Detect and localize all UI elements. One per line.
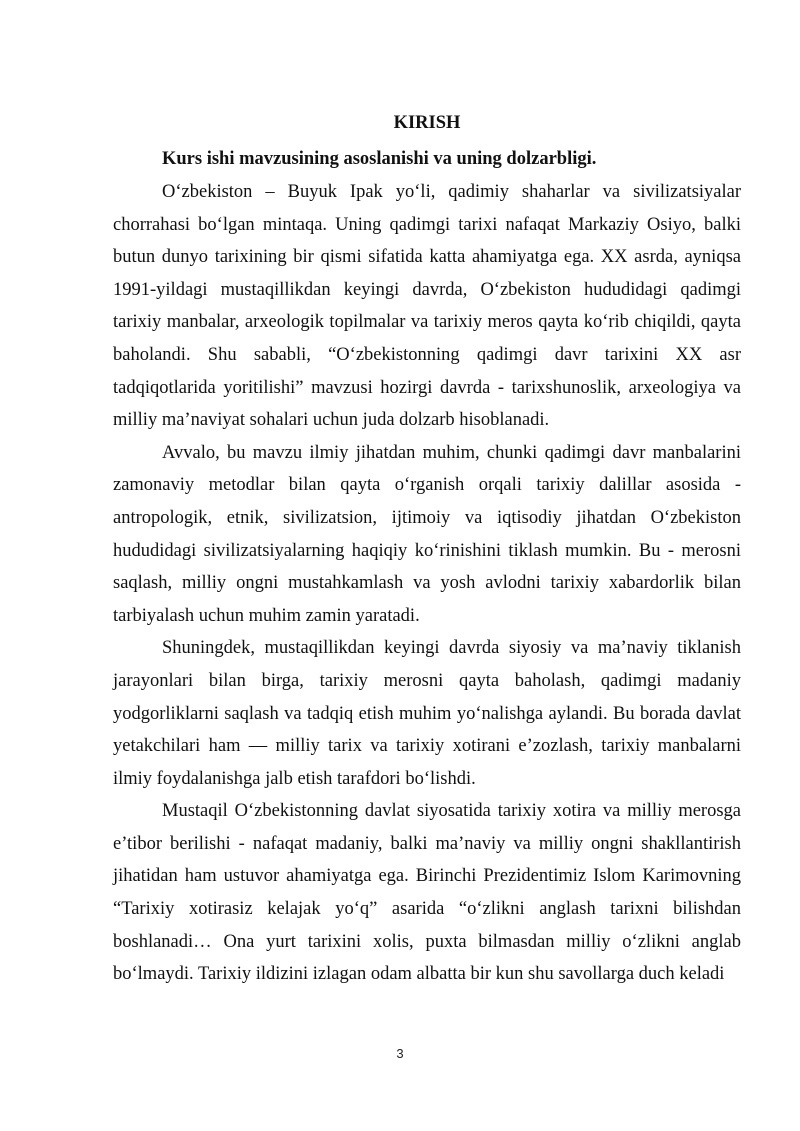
paragraph-3: Shuningdek, mustaqillikdan keyingi davrda siyosiy va ma’naviy tiklanish jarayonlari bilan birga, tarixiy merosni qayta baholash, qadimgi madaniy yodgorliklarni saqlash va tadqiq etish muhim yo‘nalishga aylandi. Bu borada davlat yetakchilari ham — milliy tarix va tarixiy xotirani e’zozlash, tarixiy manbalarni ilmiy foydalanishga jalb etish tarafdori bo‘lishdi.	[113, 638, 741, 789]
paragraph-1: O‘zbekiston – Buyuk Ipak yo‘li, qadimiy shaharlar va sivilizatsiyalar chorrahasi bo‘lgan mintaqa. Uning qadimgi tarixi nafaqat Markaziy Osiyo, balki butun dunyo tarixining bir qismi sifatida katta ahamiyatga ega. XX asrda, ayniqsa 1991-yildagi mustaqillikdan keyingi davrda, O‘zbekiston hududidagi qadimgi tarixiy manbalar, arxeologik topilmalar va tarixiy meros qayta ko‘rib chiqildi, qayta baholandi. Shu sababli, “O‘zbekistonning qadimgi davr tarixini XX asr tadqiqotlarida yoritilishi” mavzusi hozirgi davrda - tarixshunoslik, arxeologiya va milliy ma’naviyat sohalari uchun juda dolzarb hisoblanadi.	[113, 182, 741, 431]
paragraph-2: Avvalo, bu mavzu ilmiy jihatdan muhim, chunki qadimgi davr manbalarini zamonaviy metodlar bilan qayta o‘rganish orqali tarixiy dalillar asosida - antropologik, etnik, sivilizatsion, ijtimoiy va iqtisodiy jihatdan O‘zbekiston hududidagi sivilizatsiyalarning haqiqiy ko‘rinishini tiklash mumkin. Bu - merosni saqlash, milliy ongni mustahkamlash va yosh avlodni tarixiy xabardorlik bilan tarbiyalash uchun muhim zamin yaratadi.	[113, 442, 741, 626]
page-content	[113, 108, 741, 991]
section-heading: KIRISH	[393, 113, 461, 133]
page-number: 3	[396, 1046, 404, 1061]
section-subheading: Kurs ishi mavzusining asoslanishi va uning dolzarbligi.	[162, 149, 597, 169]
paragraph-4: Mustaqil O‘zbekistonning davlat siyosatida tarixiy xotira va milliy merosga e’tibor berilishi - nafaqat madaniy, balki ma’naviy va milliy ongni shakllantirish jihatidan ham ustuvor ahamiyatga ega. Birinchi Prezidentimiz Islom Karimovning “Tarixiy xotirasiz kelajak yo‘q” asarida “o‘zlikni anglash tarixni bilishdan boshlanadi… Ona yurt tarixini xolis, puxta bilmasdan milliy o‘zlikni anglab bo‘lmaydi. Tarixiy ildizini izlagan odam albatta bir kun shu savollarga duch keladi	[113, 801, 741, 985]
